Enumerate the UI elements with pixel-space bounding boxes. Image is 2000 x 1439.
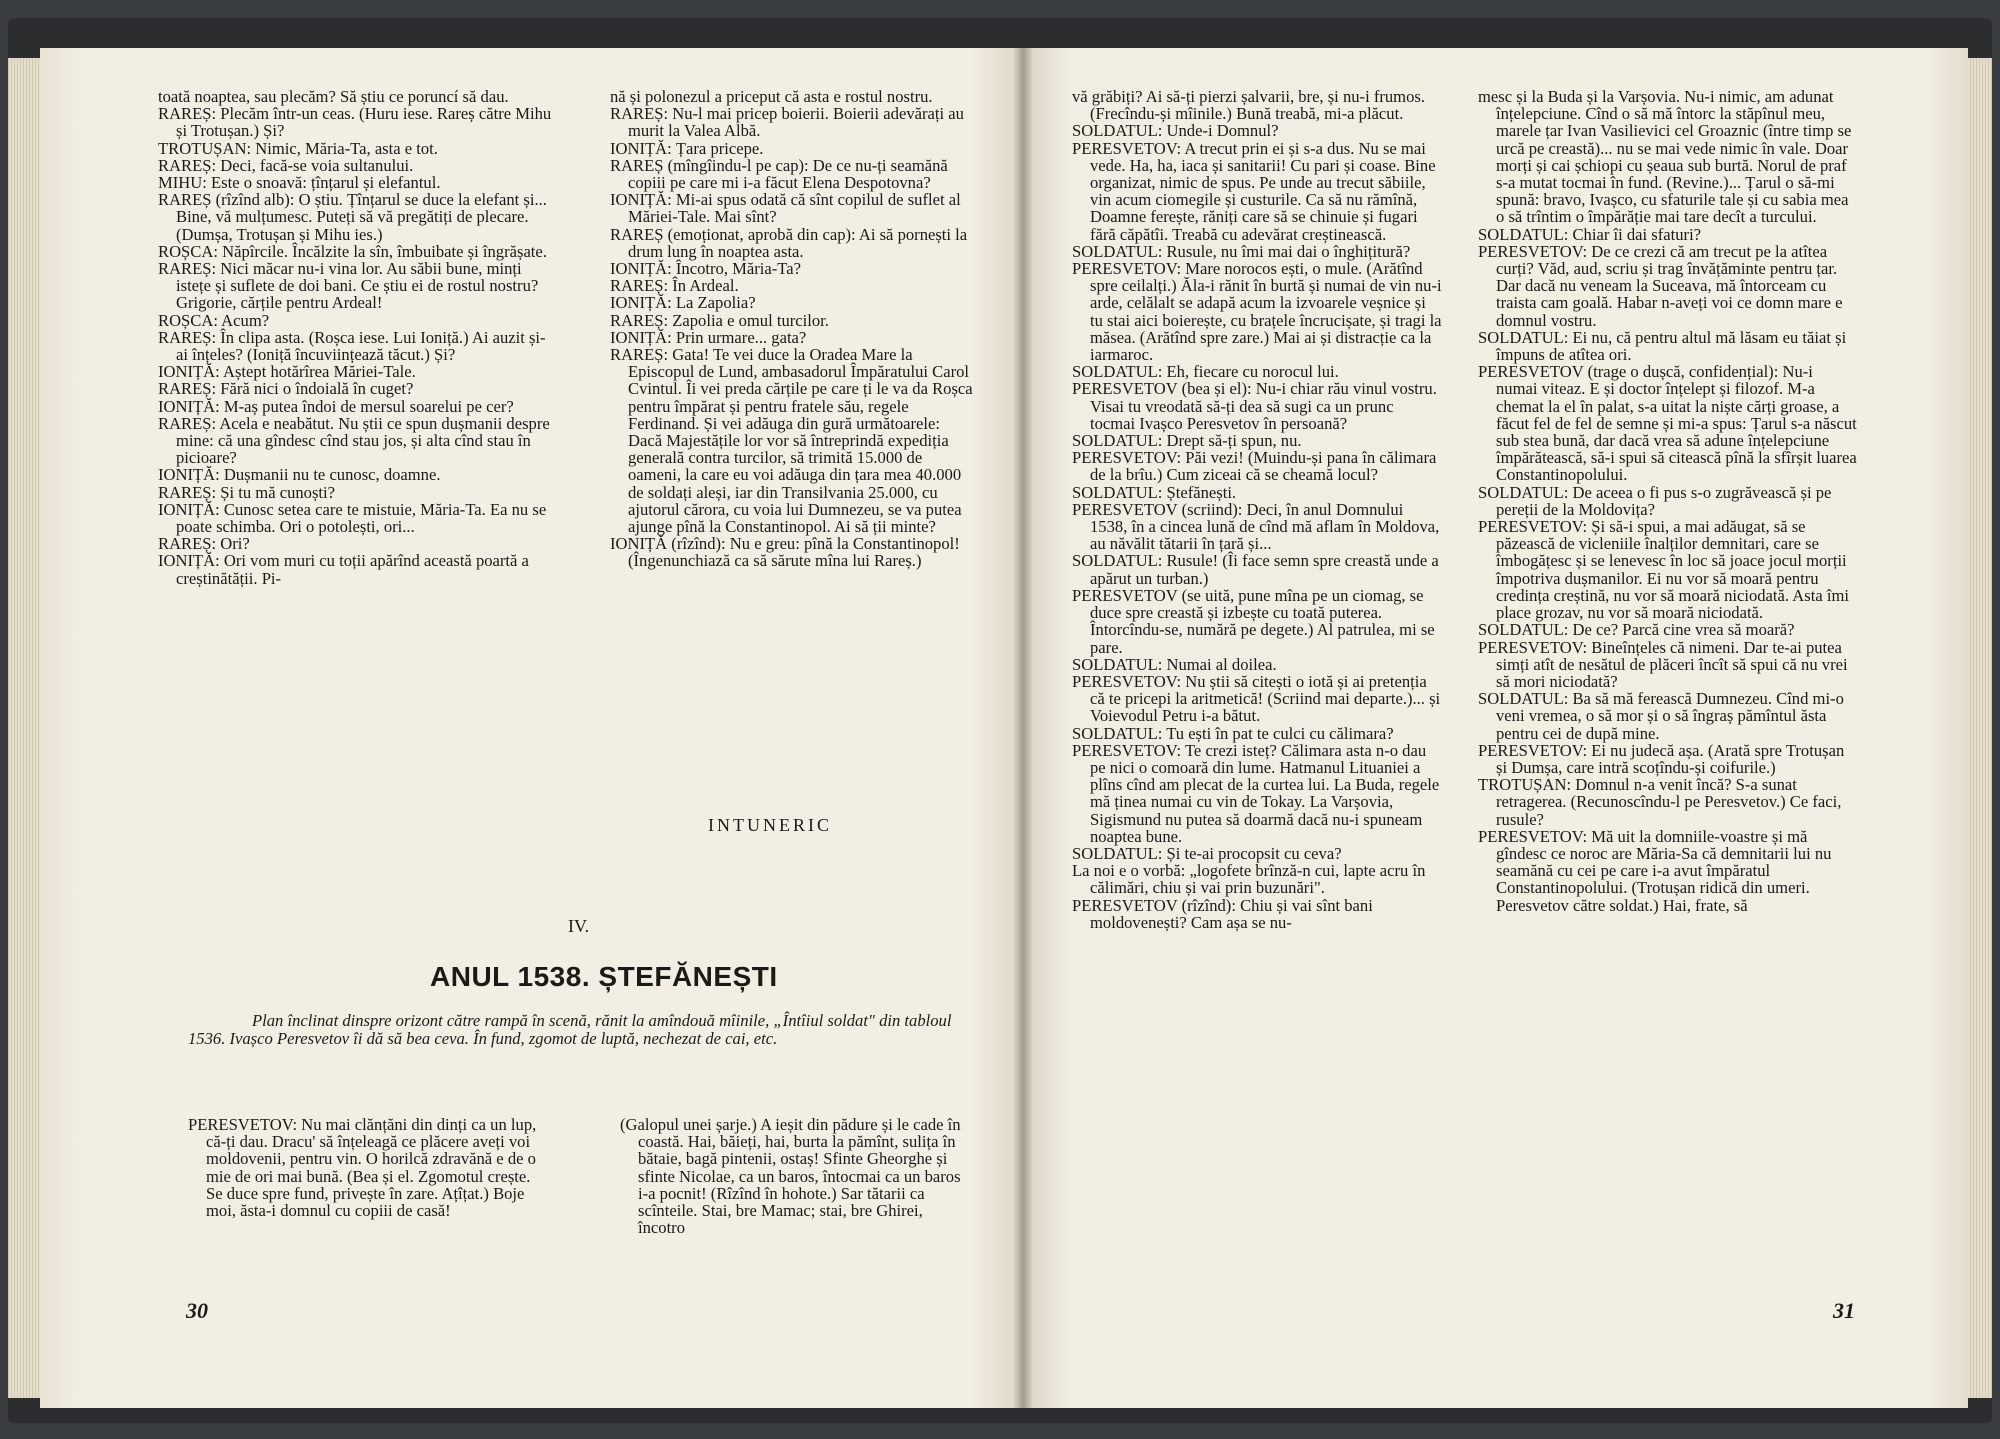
dialogue-line: SOLDATUL: De ce? Parcă cine vrea să moară?	[1478, 620, 1795, 640]
dialogue-line: La noi e o vorbă: „logofete brînză-n cui, lapte acru în călimări, chiu și vai prin buzunări".	[1072, 861, 1426, 898]
dialogue-line: IONIȚĂ: Dușmanii nu te cunosc, doamne.	[158, 465, 441, 485]
dialogue-line: PERESVETOV: De ce crezi că am trecut pe la atîtea curți? Văd, aud, scriu și trag învățăminte pentru țar. Dar dacă nu veneam la Suceava, mă întorceam cu traista cam goală. Habar n-aveți voi ce domn mare e domnul vostru.	[1478, 241, 1843, 330]
page-number-left: 30	[186, 1298, 208, 1323]
page-number-right: 31	[1833, 1298, 1855, 1323]
dialogue-line: RAREȘ: În clipa asta. (Roșca iese. Lui Ioniță.) Ai auzit și-ai înțeles? (Ioniță încuviințează tăcut.) Și?	[158, 327, 546, 365]
dialogue-line: SOLDATUL: Rusule! (Îi face semn spre creastă unde a apărut un turban.)	[1072, 551, 1439, 588]
scene-end-marker: INTUNERIC	[708, 815, 832, 835]
dialogue-line: IONIȚĂ: Încotro, Măria-Ta?	[610, 259, 801, 279]
page-edges-left	[8, 58, 40, 1398]
dialogue-line: RAREȘ: Și tu mă cunoști?	[158, 482, 336, 502]
dialogue-line: SOLDATUL: Ștefănești.	[1072, 482, 1237, 502]
dialogue-line: RAREȘ: Plecăm într-un ceas. (Huru iese. Rareș către Mihu și Trotușan.) Și?	[158, 104, 552, 141]
dialogue-line: PERESVETOV: Te crezi isteț? Călimara asta n-o dau pe nici o comoară din lume. Hatmanul Lituaniei a plîns cînd am plecat de la curtea lui. La Buda, regele mă ținea numai cu vin de Tokay. La Varșovia, Sigismund nu putea să doarmă dacă nu-i spuneam noaptea bune.	[1072, 740, 1440, 846]
left-lower-column-2	[620, 1116, 965, 1236]
dialogue-line: PERESVETOV: A trecut prin ei și s-a dus. Nu se mai vede. Ha, ha, iaca și sanitarii! Cu pari și coase. Bine organizat, nimic de spus. Pe unde au trecut săbiile, vin acum ciomegile și custurile. Ca să nu rămînă, Doamne ferește, răniți care să se chinuie și fugari fără căpătîi. Treabă cu adevărat creștinească.	[1072, 138, 1436, 244]
dialogue-line: RAREȘ: Nici măcar nu-i vina lor. Au săbii bune, minți istețe și suflete de doi bani. Ce știu ei de rostul nostru? Grigorie, cărțile pentru Ardeal!	[158, 259, 539, 313]
dialogue-line: IONIȚĂ (rîzînd): Nu e greu: pînă la Constantinopol! (Îngenunchiază ca să sărute mîna lui Rareș.)	[610, 534, 960, 571]
dialogue-line: PERESVETOV (scriind): Deci, în anul Domnului 1538, în a cincea lună de cînd mă aflam în Moldova, au năvălit tătarii în țară și...	[1072, 499, 1440, 554]
right-column-2	[1478, 88, 1858, 914]
stage-directions: Plan înclinat dinspre orizont către rampă în scenă, rănit la amîndouă mîinile, „Întîiul soldat" din tabloul 1536. Ivașco Peresvetov îi dă să bea ceva. În fund, zgomot de luptă, nechezat de cai, etc.	[188, 1011, 952, 1048]
dialogue-line: PERESVETOV: Nu știi să citești o iotă și ai pretenția că te pricepi la aritmetică! (Scriind mai departe.)... și Voievodul Petru i-a bătut.	[1072, 671, 1441, 726]
dialogue-line: SOLDATUL: Și te-ai procopsit cu ceva?	[1072, 843, 1342, 863]
dialogue-line: toată noaptea, sau plecăm? Să știu ce poruncí să dau.	[158, 87, 509, 106]
dialogue-line: SOLDATUL: Numai al doilea.	[1072, 654, 1277, 674]
dialogue-line: RAREȘ (mîngîindu-l pe cap): De ce nu-ți seamănă copiii pe care mi i-a făcut Elena Despotovna?	[610, 155, 948, 193]
dialogue-line: PERESVETOV: Mare norocos ești, o mule. (Arătînd spre ceilalți.) Ăla-i rănit în burtă și numai de vin nu-i arde, celălalt se adapă acum la izvoarele veșnice și tu stai aici boierește, cu brațele încrucișate, și tragi la măsea. (Arătînd spre zare.) Mai ai și distracție ca la iarmaroc.	[1072, 259, 1442, 365]
dialogue-line: PERESVETOV: Bineînțeles că nimeni. Dar te-ai putea simți atît de nesătul de plăceri încît să spui că nu vrei să mori niciodată?	[1478, 637, 1848, 691]
dialogue-line: IONIȚĂ: Aștept hotărîrea Măriei-Tale.	[158, 362, 416, 382]
act-number: IV.	[568, 916, 590, 936]
dialogue-line: PERESVETOV: Ei nu judecă așa. (Arată spre Trotușan și Dumșa, care intră scoțîndu-și coifurile.)	[1478, 740, 1845, 777]
dialogue-line: RAREȘ: Zapolia e omul turcilor.	[610, 310, 829, 330]
dialogue-line: PERESVETOV: Mă uit la domniile-voastre și mă gîndesc ce noroc are Măria-Sa că demnitarii lui nu seamănă cu cei pe care i-a avut împăratul Constantinopolului. (Trotușan ridică din umeri. Peresvetov către soldat.) Hai, frate, să	[1478, 826, 1832, 915]
dialogue-line: MIHU: Este o snoavă: țînțarul și elefantul.	[158, 173, 441, 193]
dialogue-line: RAREȘ (rîzînd alb): O știu. Țînțarul se duce la elefant și... Bine, vă mulțumesc. Puteți să vă pregătiți de plecare. (Dumșa, Trotușan și Mihu ies.)	[158, 190, 547, 244]
dialogue-line: SOLDATUL: Chiar îi dai sfaturi?	[1478, 224, 1702, 244]
dialogue-line: SOLDATUL: Unde-i Domnul?	[1072, 121, 1279, 141]
dialogue-line: SOLDATUL: De aceea o fi pus s-o zugrăvească și pe pereții de la Moldovița?	[1478, 482, 1832, 519]
dialogue-line: IONIȚĂ: Ori vom muri cu toții apărînd această poartă a creștinătății. Pi-	[158, 551, 529, 588]
dialogue-line: IONIȚĂ: La Zapolia?	[610, 293, 756, 313]
dialogue-line: RAREȘ: Nu-l mai pricep boierii. Boierii adevărați au murit la Valea Albă.	[610, 104, 964, 141]
dialogue-line: IONIȚĂ: M-aș putea îndoi de mersul soarelui pe cer?	[158, 396, 514, 416]
dialogue-line: SOLDATUL: Ba să mă ferească Dumnezeu. Cînd mi-o veni vremea, o să mor și o să îngraș pămîntul ăsta pentru cei de după mine.	[1478, 689, 1844, 743]
dialogue-line: RAREȘ: Ori?	[158, 534, 250, 554]
dialogue-line: SOLDATUL: Ei nu, că pentru altul mă lăsam eu tăiat și împuns de atîtea ori.	[1478, 327, 1847, 365]
dialogue-line: IONIȚĂ: Mi-ai spus odată că sînt copilul de suflet al Măriei-Tale. Mai sînt?	[610, 190, 961, 227]
dialogue-line: PERESVETOV (bea și el): Nu-i chiar rău vinul vostru. Visai tu vreodată să-ți dea să sugi ca un prunc tocmai Ivașco Peresvetov în persoană?	[1072, 379, 1437, 433]
dialogue-line: RAREȘ (emoționat, aprobă din cap): Ai să pornești la drum lung în noaptea asta.	[610, 224, 968, 261]
dialogue-line: RAREȘ: Fără nici o îndoială în cuget?	[158, 379, 414, 399]
dialogue-line: RAREȘ: Deci, facă-se voia sultanului.	[158, 155, 414, 175]
dialogue-line: PERESVETOV: Și să-i spui, a mai adăugat, să se păzească de vicleniile înalților demnitari, care se îmbogățesc și se lenevesc în loc să joace jocul morții împotriva dușmanilor. Ei nu vor să moară pentru credința creștină, nu vor să moară niciodată. Asta îmi place grozav, nu vor să moară niciodată.	[1478, 517, 1849, 623]
right-column-1	[1072, 88, 1442, 931]
dialogue-line: PERESVETOV: Nu mai clănțăni din dinți ca un lup, că-ți dau. Dracu' să înțeleagă ce plăcere aveți voi moldovenii, pentru vin. O horilcă zdravănă e de o mie de ori mai bună. (Bea și el. Zgomotul crește. Se duce spre fund, privește în zare. Ațîțat.) Boje moi, ăsta-i domnul cu copiii de casă!	[188, 1115, 537, 1221]
left-column-1	[158, 88, 556, 587]
left-lower-column-1	[188, 1116, 548, 1219]
dialogue-line: TROTUȘAN: Domnul n-a venit încă? S-a sunat retragerea. (Recunoscîndu-l pe Peresvetov.) Ce faci, rusule?	[1478, 775, 1842, 829]
dialogue-line: RAREȘ: Acela e neabătut. Nu știi ce spun dușmanii despre mine: că una gîndesc cînd stau jos, și alta cînd stau în picioare?	[158, 413, 550, 468]
left-column-2	[610, 88, 975, 570]
dialogue-line: nă și polonezul a priceput că asta e rostul nostru.	[610, 87, 933, 106]
dialogue-line: IONIȚĂ: Prin urmare... gata?	[610, 327, 807, 347]
dialogue-line: PERESVETOV: Păi vezi! (Muindu-și pana în călimara de la brîu.) Cum ziceai că se cheamă locul?	[1072, 448, 1437, 485]
dialogue-line: SOLDATUL: Tu ești în pat te culci cu călimara?	[1072, 723, 1394, 743]
dialogue-line: IONIȚĂ: Cunosc setea care te mistuie, Măria-Ta. Ea nu se poate schimba. Ori o potolești, ori...	[158, 499, 547, 537]
dialogue-line: SOLDATUL: Drept să-ți spun, nu.	[1072, 431, 1302, 451]
dialogue-line: (Galopul unei șarje.) A ieșit din pădure și le cade în coastă. Hai, băieți, hai, burta la pămînt, sulița în bătaie, bagă pintenii, ostaș! Sfinte Gheorghe și sfinte Nicolae, ca un baros, întocmai ca un baros i-a pocnit! (Rîzînd în hohote.) Sar tătarii ca scînteile. Stai, bre Mamac; stai, bre Ghirei, încotro	[620, 1115, 961, 1238]
act-title: ANUL 1538. ȘTEFĂNEȘTI	[430, 961, 778, 992]
book-gutter	[1013, 48, 1033, 1408]
dialogue-line: RAREȘ: În Ardeal.	[610, 276, 739, 296]
dialogue-line: IONIȚĂ: Țara pricepe.	[610, 138, 764, 158]
dialogue-line: ROȘCA: Acum?	[158, 310, 270, 330]
dialogue-line: PERESVETOV (trage o dușcă, confidențial): Nu-i numai viteaz. E și doctor înțelept și filozof. M-a chemat la el în palat, s-a uitat la niște cărți groase, a făcut fel de fel de semne și mi-a spus: Țarul s-a născut sub stea bună, dar dacă vrea să adune înțelepciune împărătească, să-i spui să citească pînă la sfîrșit luarea Constantinopolului.	[1478, 362, 1857, 485]
dialogue-line: PERESVETOV (se uită, pune mîna pe un ciomag, se duce spre creastă și izbește cu toată puterea. Întorcîndu-se, numără pe degete.) Al patrulea, mi se pare.	[1072, 585, 1435, 657]
dialogue-line: SOLDATUL: Eh, fiecare cu norocul lui.	[1072, 362, 1339, 382]
dialogue-line: TROTUȘAN: Nimic, Măria-Ta, asta e tot.	[158, 138, 438, 158]
dialogue-line: SOLDATUL: Rusule, nu îmi mai dai o înghițitură?	[1072, 241, 1411, 261]
dialogue-line: RAREȘ: Gata! Te vei duce la Oradea Mare la Episcopul de Lund, ambasadorul Împăratului Carol Cvintul. Îi vei preda cărțile pe care ți le va da Roșca pentru împărat și pentru fratele său, regele Ferdinand. Și vei adăuga din gură următoarele: Dacă Majestățile lor vor să întreprindă expediția generală contra turcilor, să trimită 15.000 de oameni, la care eu voi adăuga din țara mea 40.000 de soldați aleși, iar din Transilvania 25.000, cu ajutorul cărora, cu voia lui Dumnezeu, se va putea ajunge pînă la Constantinopol. Ai să ții minte?	[610, 345, 973, 537]
dialogue-line: ROȘCA: Năpîrcile. Încălzite la sîn, îmbuibate și îngrășate.	[158, 241, 547, 261]
dialogue-line: mesc și la Buda și la Varșovia. Nu-i nimic, am adunat înțelepciune. Cînd o să mă întorc la stăpînul meu, marele țar Ivan Vasilievici cel Groaznic (între timp se urcă pe creastă)... nu se mai vede nimic în vale. Doar morți și cai șchiopi cu șeaua sub burtă. Norul de praf s-a mutat tocmai în fund. (Revine.)... Țarul o să-mi spună: bravo, Ivașco, cu sfaturile tale și cu sabia mea o să trîntim o împărăție mai tare decît a turcului.	[1478, 87, 1852, 227]
dialogue-line: PERESVETOV (rîzînd): Chiu și vai sînt bani moldovenești? Cam așa se nu-	[1072, 895, 1373, 932]
dialogue-line: vă grăbiți? Ai să-ți pierzi șalvarii, bre, și nu-i frumos. (Frecîndu-și mîinile.) Bună treabă, mi-a plăcut.	[1072, 87, 1425, 124]
